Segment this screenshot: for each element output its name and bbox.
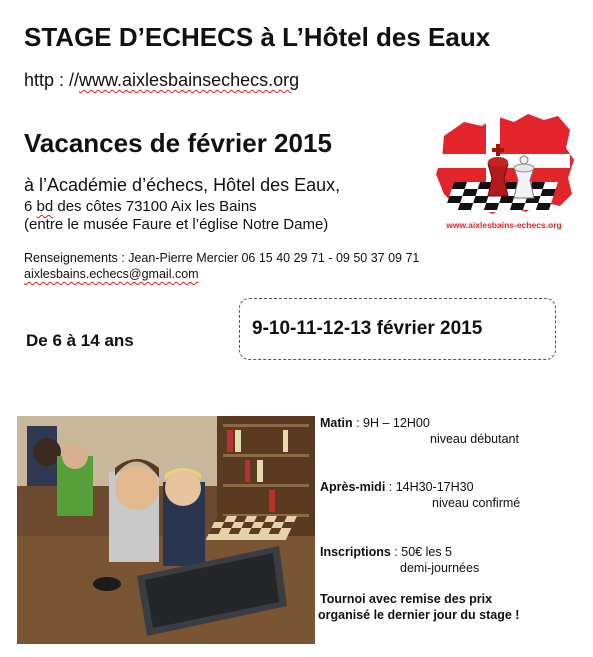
inscriptions-line: Inscriptions : 50€ les 5 [320, 545, 452, 559]
address-line-1: à l’Académie d’échecs, Hôtel des Eaux, [24, 175, 341, 195]
morning-level: niveau débutant [430, 432, 519, 446]
club-logo [430, 108, 578, 236]
tournament-line-2: organisé le dernier jour du stage ! [318, 608, 520, 622]
chessboard-photo [206, 516, 297, 540]
event-dates: 9-10-11-12-13 février 2015 [252, 318, 483, 339]
children-chess-photo [17, 416, 315, 644]
page-title: STAGE D’ECHECS à L’Hôtel des Eaux [24, 22, 491, 52]
logo-caption: www.aixlesbains-echecs.org [446, 220, 562, 230]
address-line-3: (entre le musée Faure et l’église Notre Dame) [24, 216, 329, 233]
inscriptions-unit: demi-journées [400, 561, 480, 575]
event-subtitle: Vacances de février 2015 [24, 128, 332, 158]
address-line-2: 6 bd des côtes 73100 Aix les Bains [24, 198, 257, 215]
url-prefix: http : // [24, 70, 80, 90]
url-domain: www.aixlesbainsechecs.org [79, 70, 300, 90]
contact-info: Renseignements : Jean-Pierre Mercier 06 15 40 29 71 - 09 50 37 09 71 [24, 251, 420, 265]
website-link[interactable] [24, 70, 299, 91]
afternoon-line: Après-midi : 14H30-17H30 [320, 480, 474, 494]
contact-email[interactable]: aixlesbains.echecs@gmail.com [24, 267, 199, 281]
age-range: De 6 à 14 ans [26, 331, 134, 350]
morning-line: Matin : 9H – 12H00 [320, 416, 430, 430]
tournament-line-1: Tournoi avec remise des prix [320, 592, 493, 606]
afternoon-level: niveau confirmé [432, 496, 521, 510]
